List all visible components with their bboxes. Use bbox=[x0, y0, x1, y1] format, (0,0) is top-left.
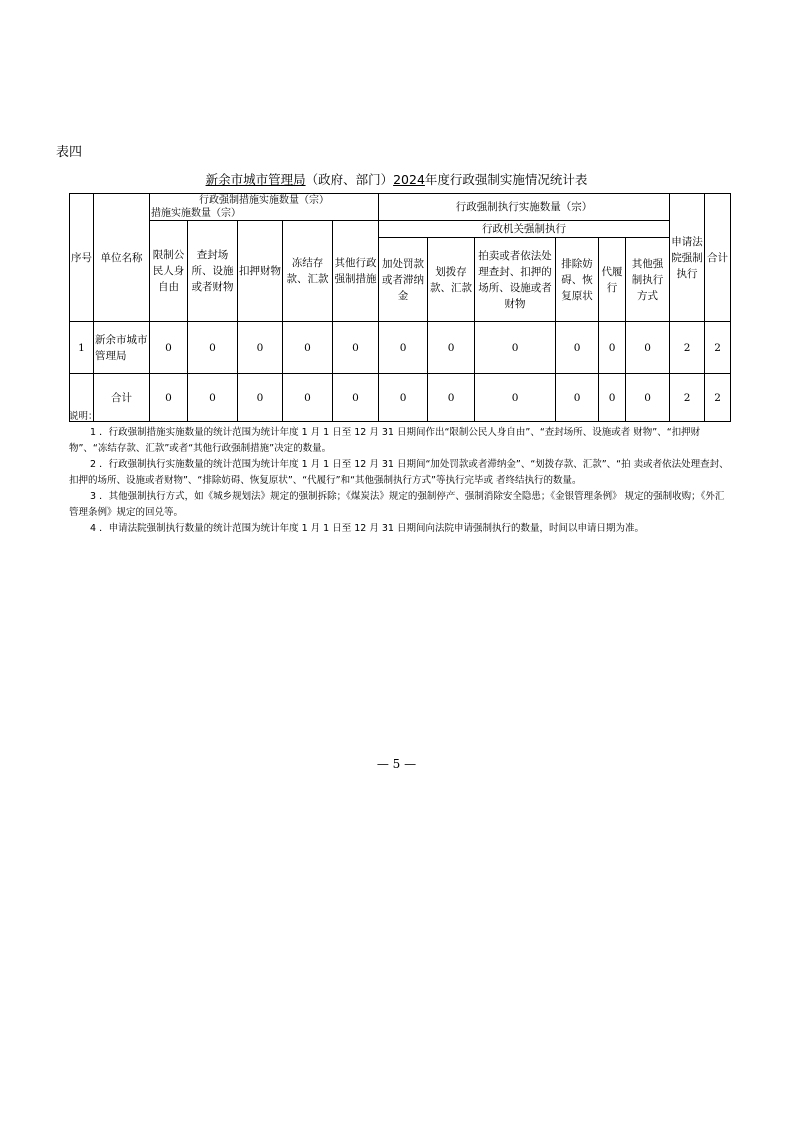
header-m3: 扣押财物 bbox=[238, 221, 283, 322]
header-execution-group: 行政强制执行实施数量（宗） bbox=[379, 194, 670, 221]
header-measures-group bbox=[150, 194, 379, 221]
table-row bbox=[70, 322, 731, 374]
header-court: 申请法院强制执行 bbox=[670, 194, 705, 322]
row-1-e1: 0 bbox=[379, 322, 428, 374]
header-e6: 其他强制执行方式 bbox=[626, 238, 670, 322]
header-measures-title: 行政强制措施实施数量（宗） bbox=[199, 195, 330, 206]
header-total: 合计 bbox=[705, 194, 731, 322]
total-row-total: 2 bbox=[705, 374, 731, 422]
header-e3: 拍卖或者依法处理查封、扣押的场所、设施或者财物 bbox=[475, 238, 556, 322]
total-row-e5: 0 bbox=[599, 374, 626, 422]
row-1-m4: 0 bbox=[283, 322, 333, 374]
total-row-m5: 0 bbox=[333, 374, 379, 422]
note-3: 3 ．其他强制执行方式，如《城乡规划法》规定的强制拆除；《煤炭法》规定的强制停产、强制消除安全隐患；《金银管理条例》 规定的强制收购；《外汇管理条例》规定的回兑等。 bbox=[69, 491, 725, 518]
header-e4: 排除妨碍、恢复原状 bbox=[556, 238, 599, 322]
row-1-e6: 0 bbox=[626, 322, 670, 374]
page-label: 表四 bbox=[56, 145, 83, 160]
title-rest: 年度行政强制实施情况统计表 bbox=[424, 172, 588, 187]
title-year: 2024 bbox=[393, 172, 425, 187]
total-row-e4: 0 bbox=[556, 374, 599, 422]
header-e1: 加处罚款或者滞纳金 bbox=[379, 238, 428, 322]
total-row-m3: 0 bbox=[238, 374, 283, 422]
note-1: 1 ．行政强制措施实施数量的统计范围为统计年度 1 月 1 日至 12 月 31 日期间作出“限制公民人身自由”、“查封场所、设施或者 财物”、“扣押财物”、“冻结存款、汇款”或者“其他行政强制措施”决定的数量。 bbox=[69, 427, 701, 454]
row-1-e5: 0 bbox=[599, 322, 626, 374]
header-m2: 查封场所、设施或者财物 bbox=[188, 221, 238, 322]
total-row-m4: 0 bbox=[283, 374, 333, 422]
notes-section bbox=[69, 409, 730, 537]
row-1-m2: 0 bbox=[188, 322, 238, 374]
note-4: 4 ．申请法院强制执行数量的统计范围为统计年度 1 月 1 日至 12 月 31 日期间向法院申请强制执行的数量，时间以申请日期为准。 bbox=[90, 523, 644, 534]
note-2: 2 ．行政强制执行实施数量的统计范围为统计年度 1 月 1 日至 12 月 31 日期间“加处罚款或者滞纳金”、“划拨存款、汇款”、“拍 卖或者依法处理查封、扣押的场所、设施或者财物”、“排除妨碍、恢复原状”、“代履行”和“其他强制执行方式”等执行完毕或 者终结执行的数量。 bbox=[69, 459, 729, 486]
header-measures-sub: 措施实施数量（宗） bbox=[151, 208, 241, 219]
header-m1: 限制公民人身自由 bbox=[150, 221, 188, 322]
row-1-m3: 0 bbox=[238, 322, 283, 374]
title-unit: 新余市城市管理局 bbox=[205, 172, 306, 187]
header-agency-execution: 行政机关强制执行 bbox=[379, 221, 670, 238]
total-row-e2: 0 bbox=[428, 374, 475, 422]
header-m4: 冻结存款、汇款 bbox=[283, 221, 333, 322]
total-row-name: 合计 bbox=[94, 374, 150, 422]
table-title bbox=[0, 170, 793, 188]
row-1-e4: 0 bbox=[556, 322, 599, 374]
row-1-e2: 0 bbox=[428, 322, 475, 374]
header-seq: 序号 bbox=[70, 194, 94, 322]
title-scope: （政府、部门） bbox=[305, 172, 394, 187]
notes-heading: 说明： bbox=[69, 411, 98, 422]
total-row-m2: 0 bbox=[188, 374, 238, 422]
header-e2: 划拨存款、汇款 bbox=[428, 238, 475, 322]
total-row-e6: 0 bbox=[626, 374, 670, 422]
header-unit-name: 单位名称 bbox=[94, 194, 150, 322]
page-number: — 5 — bbox=[376, 757, 417, 771]
row-1-court: 2 bbox=[670, 322, 705, 374]
header-m5: 其他行政强制措施 bbox=[333, 221, 379, 322]
row-1-total: 2 bbox=[705, 322, 731, 374]
total-row-e1: 0 bbox=[379, 374, 428, 422]
row-1-m5: 0 bbox=[333, 322, 379, 374]
total-row-court: 2 bbox=[670, 374, 705, 422]
header-e5: 代履行 bbox=[599, 238, 626, 322]
row-1-e3: 0 bbox=[475, 322, 556, 374]
row-1-m1: 0 bbox=[150, 322, 188, 374]
row-1-name: 新余市城市管理局 bbox=[94, 322, 150, 374]
total-row-e3: 0 bbox=[475, 374, 556, 422]
row-1-seq: 1 bbox=[70, 322, 94, 374]
enforcement-stats-table bbox=[69, 193, 731, 422]
total-row-m1: 0 bbox=[150, 374, 188, 422]
